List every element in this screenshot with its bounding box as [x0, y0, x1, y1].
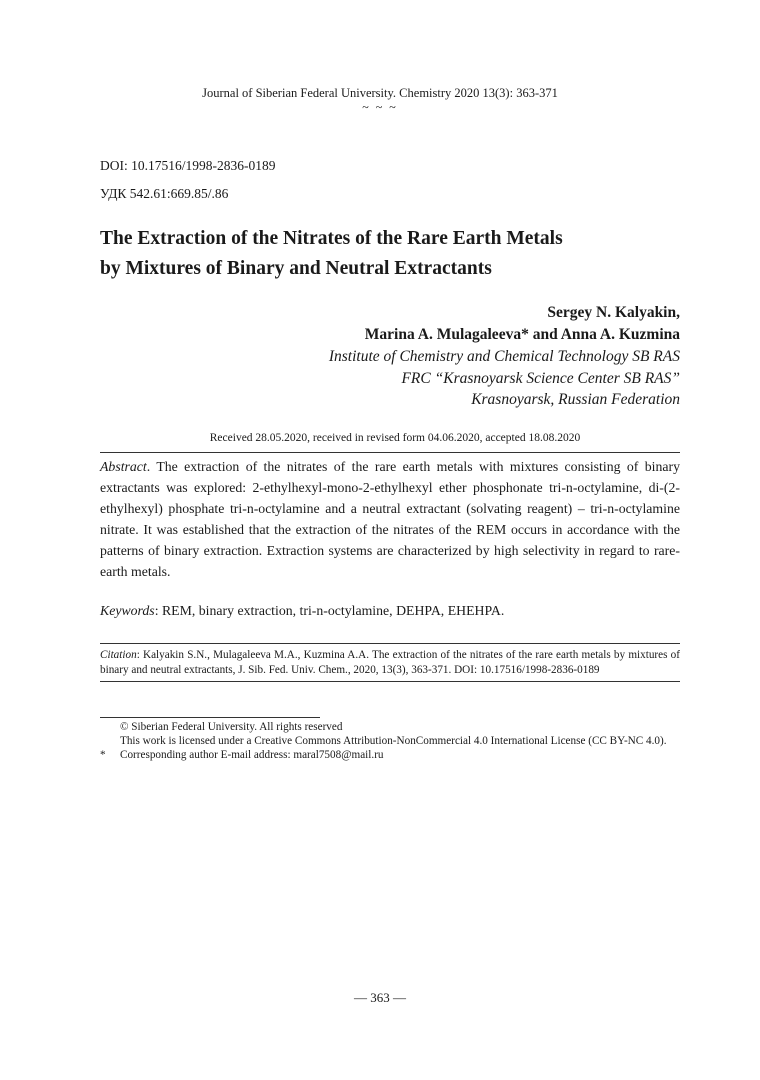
copyright-note: © Siberian Federal University. All rights reserved: [120, 721, 343, 733]
abstract: [100, 456, 680, 582]
journal-header: Journal of Siberian Federal University. Chemistry 2020 13(3): 363-371: [202, 86, 558, 100]
received-dates: Received 28.05.2020, received in revised form 04.06.2020, accepted 18.08.2020: [209, 432, 581, 444]
citation: [100, 648, 680, 678]
author-line-2: Marina A. Mulagaleeva* and Anna A. Kuzmina: [364, 326, 680, 343]
title-line-1: The Extraction of the Nitrates of the Rare Earth Metals: [100, 228, 563, 249]
article-title: [100, 224, 680, 284]
corresponding-author: Corresponding author E-mail address: maral7508@mail.ru: [120, 749, 384, 761]
keywords-text: : REM, binary extraction, tri-n-octylamine, DEHPA, EHEHPA.: [154, 603, 505, 618]
keywords-label: Keywords: [100, 603, 155, 618]
abstract-text: . The extraction of the nitrates of the rare earth metals with mixtures consisting of binary extractants was explored: 2-ethylhexyl-mono-2-ethylhexyl ether phosphonate tri-n-octylamine, di-(2-ethylhexyl) phosphate tri-n-octylamine and a neutral extractant (solvating reagent) – tri-n-octylamine nitrate. It was established that the extraction of the nitrates of the REM occurs in accordance with the patterns of binary extraction. Extraction systems are characterized by high selectivity in regard to rare-earth metals.: [100, 459, 680, 579]
divider: [100, 452, 680, 453]
author-line-1: Sergey N. Kalyakin,: [547, 304, 680, 321]
affiliation-line-3: Krasnoyarsk, Russian Federation: [471, 391, 680, 408]
abstract-label: Abstract: [100, 459, 147, 474]
footnote-star: *: [100, 749, 106, 761]
footnote-rule: [100, 717, 320, 718]
doi: DOI: 10.17516/1998-2836-0189: [100, 158, 276, 173]
citation-label: Citation: [100, 649, 137, 661]
affiliation-line-1: Institute of Chemistry and Chemical Technology SB RAS: [328, 348, 680, 365]
divider: [100, 681, 680, 682]
affiliation-line-2: FRC “Krasnoyarsk Science Center SB RAS”: [401, 370, 680, 387]
header-ornament: ~ ~ ~: [362, 100, 398, 114]
license-note: This work is licensed under a Creative Commons Attribution-NonCommercial 4.0 International License (CC BY-NC 4.0).: [120, 735, 667, 747]
page-number: — 363 —: [354, 990, 406, 1005]
keywords: [100, 603, 680, 619]
citation-text: : Kalyakin S.N., Mulagaleeva M.A., Kuzmina A.A. The extraction of the nitrates of the rare earth metals by mixtures of binary and neutral extractants, J. Sib. Fed. Univ. Chem., 2020, 13(3), 363-371. DOI: 10.17516/1998-2836-0189: [100, 649, 680, 676]
divider: [100, 643, 680, 644]
title-line-2: by Mixtures of Binary and Neutral Extractants: [100, 258, 492, 279]
udc-code: УДК 542.61:669.85/.86: [100, 186, 229, 201]
